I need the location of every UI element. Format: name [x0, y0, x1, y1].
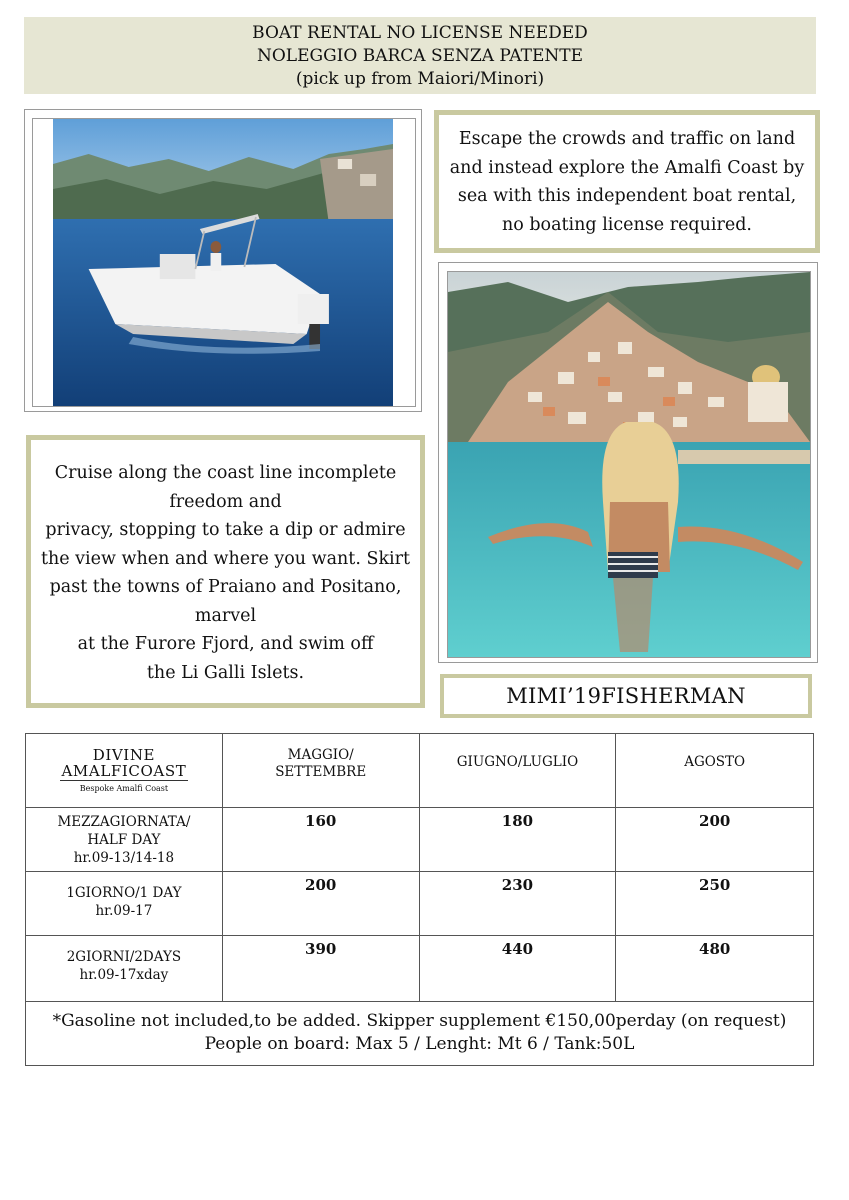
- header-title-en: BOAT RENTAL NO LICENSE NEEDED: [252, 23, 588, 43]
- price-cell: 230: [419, 872, 616, 936]
- boat-specs-note: People on board: Max 5 / Lenght: Mt 6 / Tank:50L: [204, 1034, 635, 1054]
- header-title-it: NOLEGGIO BARCA SENZA PATENTE: [256, 46, 583, 66]
- row-label-line: 1GIORNO/1 DAY: [66, 885, 182, 901]
- intro-line: sea with this independent boat rental,: [457, 186, 797, 206]
- row-label-half-day: [26, 808, 223, 872]
- cruise-line: freedom and: [169, 491, 282, 512]
- price-cell: 200: [616, 808, 814, 872]
- boat-name: MIMI’19FISHERMAN: [506, 684, 746, 708]
- cruise-line: the Li Galli Islets.: [146, 662, 305, 683]
- row-label-line: hr.09-17: [95, 903, 153, 919]
- column-header-aug: [616, 734, 814, 808]
- cruise-line: the view when and where you want. Skirt: [40, 548, 411, 569]
- cruise-line: marvel: [194, 605, 257, 626]
- price-cell: 180: [419, 808, 616, 872]
- price-cell: 200: [222, 872, 419, 936]
- row-label-line: 2GIORNI/2DAYS: [66, 949, 182, 965]
- column-header-line: MAGGIO/: [287, 747, 354, 763]
- boat-photo: [53, 119, 393, 406]
- brand-logo: [26, 734, 223, 808]
- cruise-line: at the Furore Fjord, and swim off: [77, 634, 374, 654]
- price-cell: 480: [616, 936, 814, 1002]
- table-row: [26, 936, 814, 1002]
- intro-line: and instead explore the Amalfi Coast by: [449, 157, 805, 178]
- cruise-text-box: [26, 435, 425, 708]
- table-row: [26, 872, 814, 936]
- row-label-line: MEZZAGIORNATA/: [57, 814, 191, 830]
- price-cell: 440: [419, 936, 616, 1002]
- positano-photo: [448, 272, 810, 657]
- positano-photo-frame: [438, 262, 818, 663]
- page-header: [24, 17, 816, 94]
- cruise-line: Cruise along the coast line incomplete: [54, 463, 397, 483]
- row-label-line: hr.09-17xday: [79, 967, 169, 983]
- boat-name-box: [440, 674, 812, 718]
- column-header-line: GIUGNO/LUGLIO: [456, 754, 579, 770]
- table-row: [26, 808, 814, 872]
- row-label-two-days: [26, 936, 223, 1002]
- intro-line: Escape the crowds and traffic on land: [458, 129, 796, 149]
- table-note-row: [26, 1002, 814, 1066]
- header-pickup-note: (pick up from Maiori/Minori): [295, 69, 545, 89]
- row-label-line: hr.09-13/14-18: [73, 850, 175, 866]
- cruise-line: privacy, stopping to take a dip or admire: [45, 520, 406, 540]
- price-cell: 160: [222, 808, 419, 872]
- pricing-notes: [26, 1002, 814, 1066]
- logo-line-1: DIVINE: [92, 745, 156, 764]
- logo-tagline: Bespoke Amalfi Coast: [79, 783, 169, 793]
- column-header-may-sep: [222, 734, 419, 808]
- price-cell: 390: [222, 936, 419, 1002]
- fuel-skipper-note: *Gasoline not included,to be added. Skipper supplement €150,00perday (on request): [52, 1011, 787, 1031]
- positano-photo-border: [447, 271, 811, 658]
- row-label-one-day: [26, 872, 223, 936]
- intro-line: no boating license required.: [501, 214, 752, 235]
- price-cell: 250: [616, 872, 814, 936]
- boat-photo-border: [32, 118, 416, 407]
- column-header-line: SETTEMBRE: [275, 764, 367, 780]
- column-header-line: AGOSTO: [684, 754, 746, 770]
- column-header-jun-jul: [419, 734, 616, 808]
- boat-photo-frame: [24, 109, 422, 412]
- pricing-table: [25, 733, 814, 1066]
- logo-line-2: AMALFICOAST: [61, 761, 187, 780]
- intro-text-box: [434, 110, 820, 253]
- pricing-header-row: [26, 734, 814, 808]
- cruise-line: past the towns of Praiano and Positano,: [49, 577, 402, 597]
- row-label-line: HALF DAY: [87, 832, 161, 848]
